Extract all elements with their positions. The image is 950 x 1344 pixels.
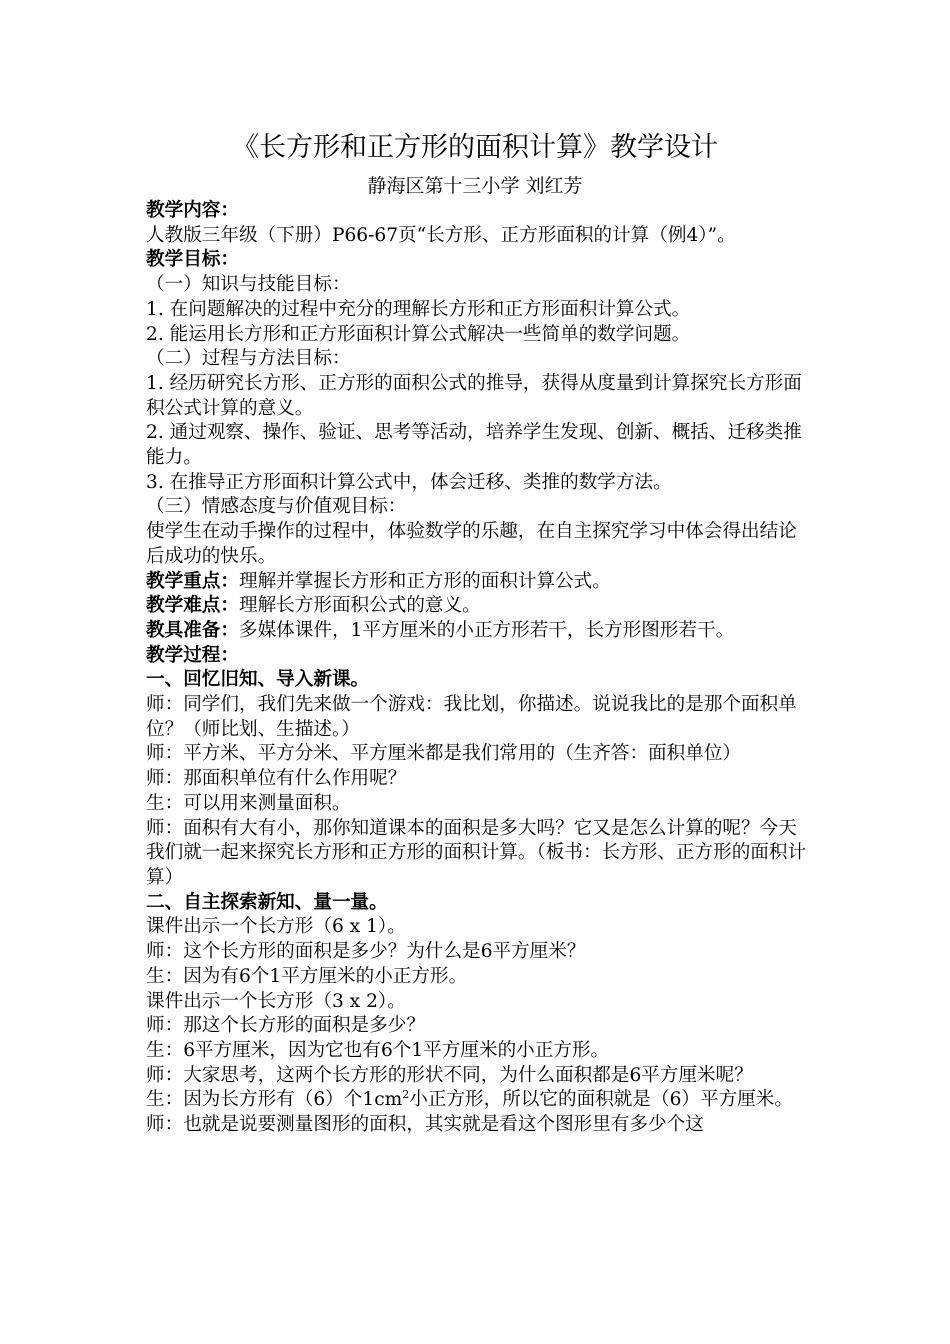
goals-label: 教学目标：: [146, 249, 239, 271]
goal3-heading: （三）情感态度与价值观目标：: [146, 496, 407, 518]
s2-line8-part2: 小正方形，所以它的面积就是（6）平方厘米。: [409, 1089, 793, 1111]
materials: [146, 619, 810, 644]
goal2-heading: （二）过程与方法目标：: [146, 348, 351, 370]
goal3-text: 使学生在动手操作的过程中，体验数学的乐趣，在自主探究学习中体会得出结论后成功的快乐。: [146, 521, 797, 567]
document-title: 《长方形和正方形的面积计算》教学设计: [232, 132, 718, 163]
difficulty-label: 教学难点：: [146, 595, 239, 617]
s2-line5: 师：那这个长方形的面积是多少？: [146, 1015, 425, 1037]
key-point-label: 教学重点：: [146, 570, 239, 592]
s1-line1: 师：同学们，我们先来做一个游戏：我比划，你描述。说说我比的是那个面积单位？（师比划、生描述。）: [146, 694, 797, 740]
s2-line1: 课件出示一个长方形（6 x 1）。: [146, 916, 406, 938]
teaching-content-text: 人教版三年级（下册）P66-67页“长方形、正方形面积的计算（例4）”。: [146, 224, 736, 246]
s2-line2: 师：这个长方形的面积是多少？为什么是6平方厘米？: [146, 941, 586, 963]
author-line: 静海区第十三小学 刘红芳: [367, 175, 583, 197]
s2-line8-part1: 生：因为长方形有（6）个1cm: [146, 1089, 403, 1111]
materials-label: 教具准备：: [146, 619, 239, 641]
goal1-item1: 1. 在问题解决的过程中充分的理解长方形和正方形面积计算公式。: [146, 298, 691, 320]
s2-line7: 师：大家思考，这两个长方形的形状不同，为什么面积都是6平方厘米呢？: [146, 1064, 753, 1086]
section2-heading: 二、自主探索新知、量一量。: [146, 891, 388, 913]
difficulty: [146, 594, 810, 619]
key-point-text: 理解并掌握长方形和正方形的面积计算公式。: [238, 570, 611, 592]
section1-heading: 一、回忆旧知、导入新课。: [146, 669, 370, 691]
materials-text: 多媒体课件，1平方厘米的小正方形若干，长方形图形若干。: [238, 619, 735, 641]
goal1-heading: （一）知识与技能目标：: [146, 274, 351, 296]
s1-line2: 师：平方米、平方分米、平方厘米都是我们常用的（生齐答：面积单位）: [146, 743, 742, 765]
s2-line8: [146, 1088, 810, 1113]
teaching-content-label: 教学内容：: [146, 200, 239, 221]
s1-line5: 师：面积有大有小，那你知道课本的面积是多大吗？它又是怎么计算的呢？今天我们就一起来探究长方形和正方形的面积计算。（板书：长方形、正方形的面积计算）: [146, 817, 807, 888]
document-body: [146, 199, 810, 1138]
s2-line9: 师：也就是说要测量图形的面积，其实就是看这个图形里有多少个这: [146, 1114, 704, 1136]
s2-line3: 生：因为有6个1平方厘米的小正方形。: [146, 965, 468, 987]
s1-line3: 师：那面积单位有什么作用呢？: [146, 768, 407, 790]
goal2-item1: 1. 经历研究长方形、正方形的面积公式的推导，获得从度量到计算探究长方形面积公式计算的意义。: [146, 372, 802, 419]
key-point: [146, 570, 810, 595]
difficulty-text: 理解长方形面积公式的意义。: [238, 595, 481, 617]
process-label: 教学过程：: [146, 644, 239, 666]
goal2-item2: 2. 通过观察、操作、验证、思考等活动，培养学生发现、创新、概括、迁移类推能力。: [146, 422, 802, 469]
goal2-item3: 3. 在推导正方形面积计算公式中，体会迁移、类推的数学方法。: [146, 471, 672, 493]
s2-line4: 课件出示一个长方形（3 x 2）。: [146, 990, 406, 1012]
s1-line4: 生：可以用来测量面积。: [146, 792, 351, 814]
goal1-item2: 2. 能运用长方形和正方形面积计算公式解决一些简单的数学问题。: [146, 323, 691, 345]
superscript-two: 2: [402, 1088, 410, 1102]
s2-line6: 生：6平方厘米，因为它也有6个1平方厘米的小正方形。: [146, 1039, 610, 1061]
